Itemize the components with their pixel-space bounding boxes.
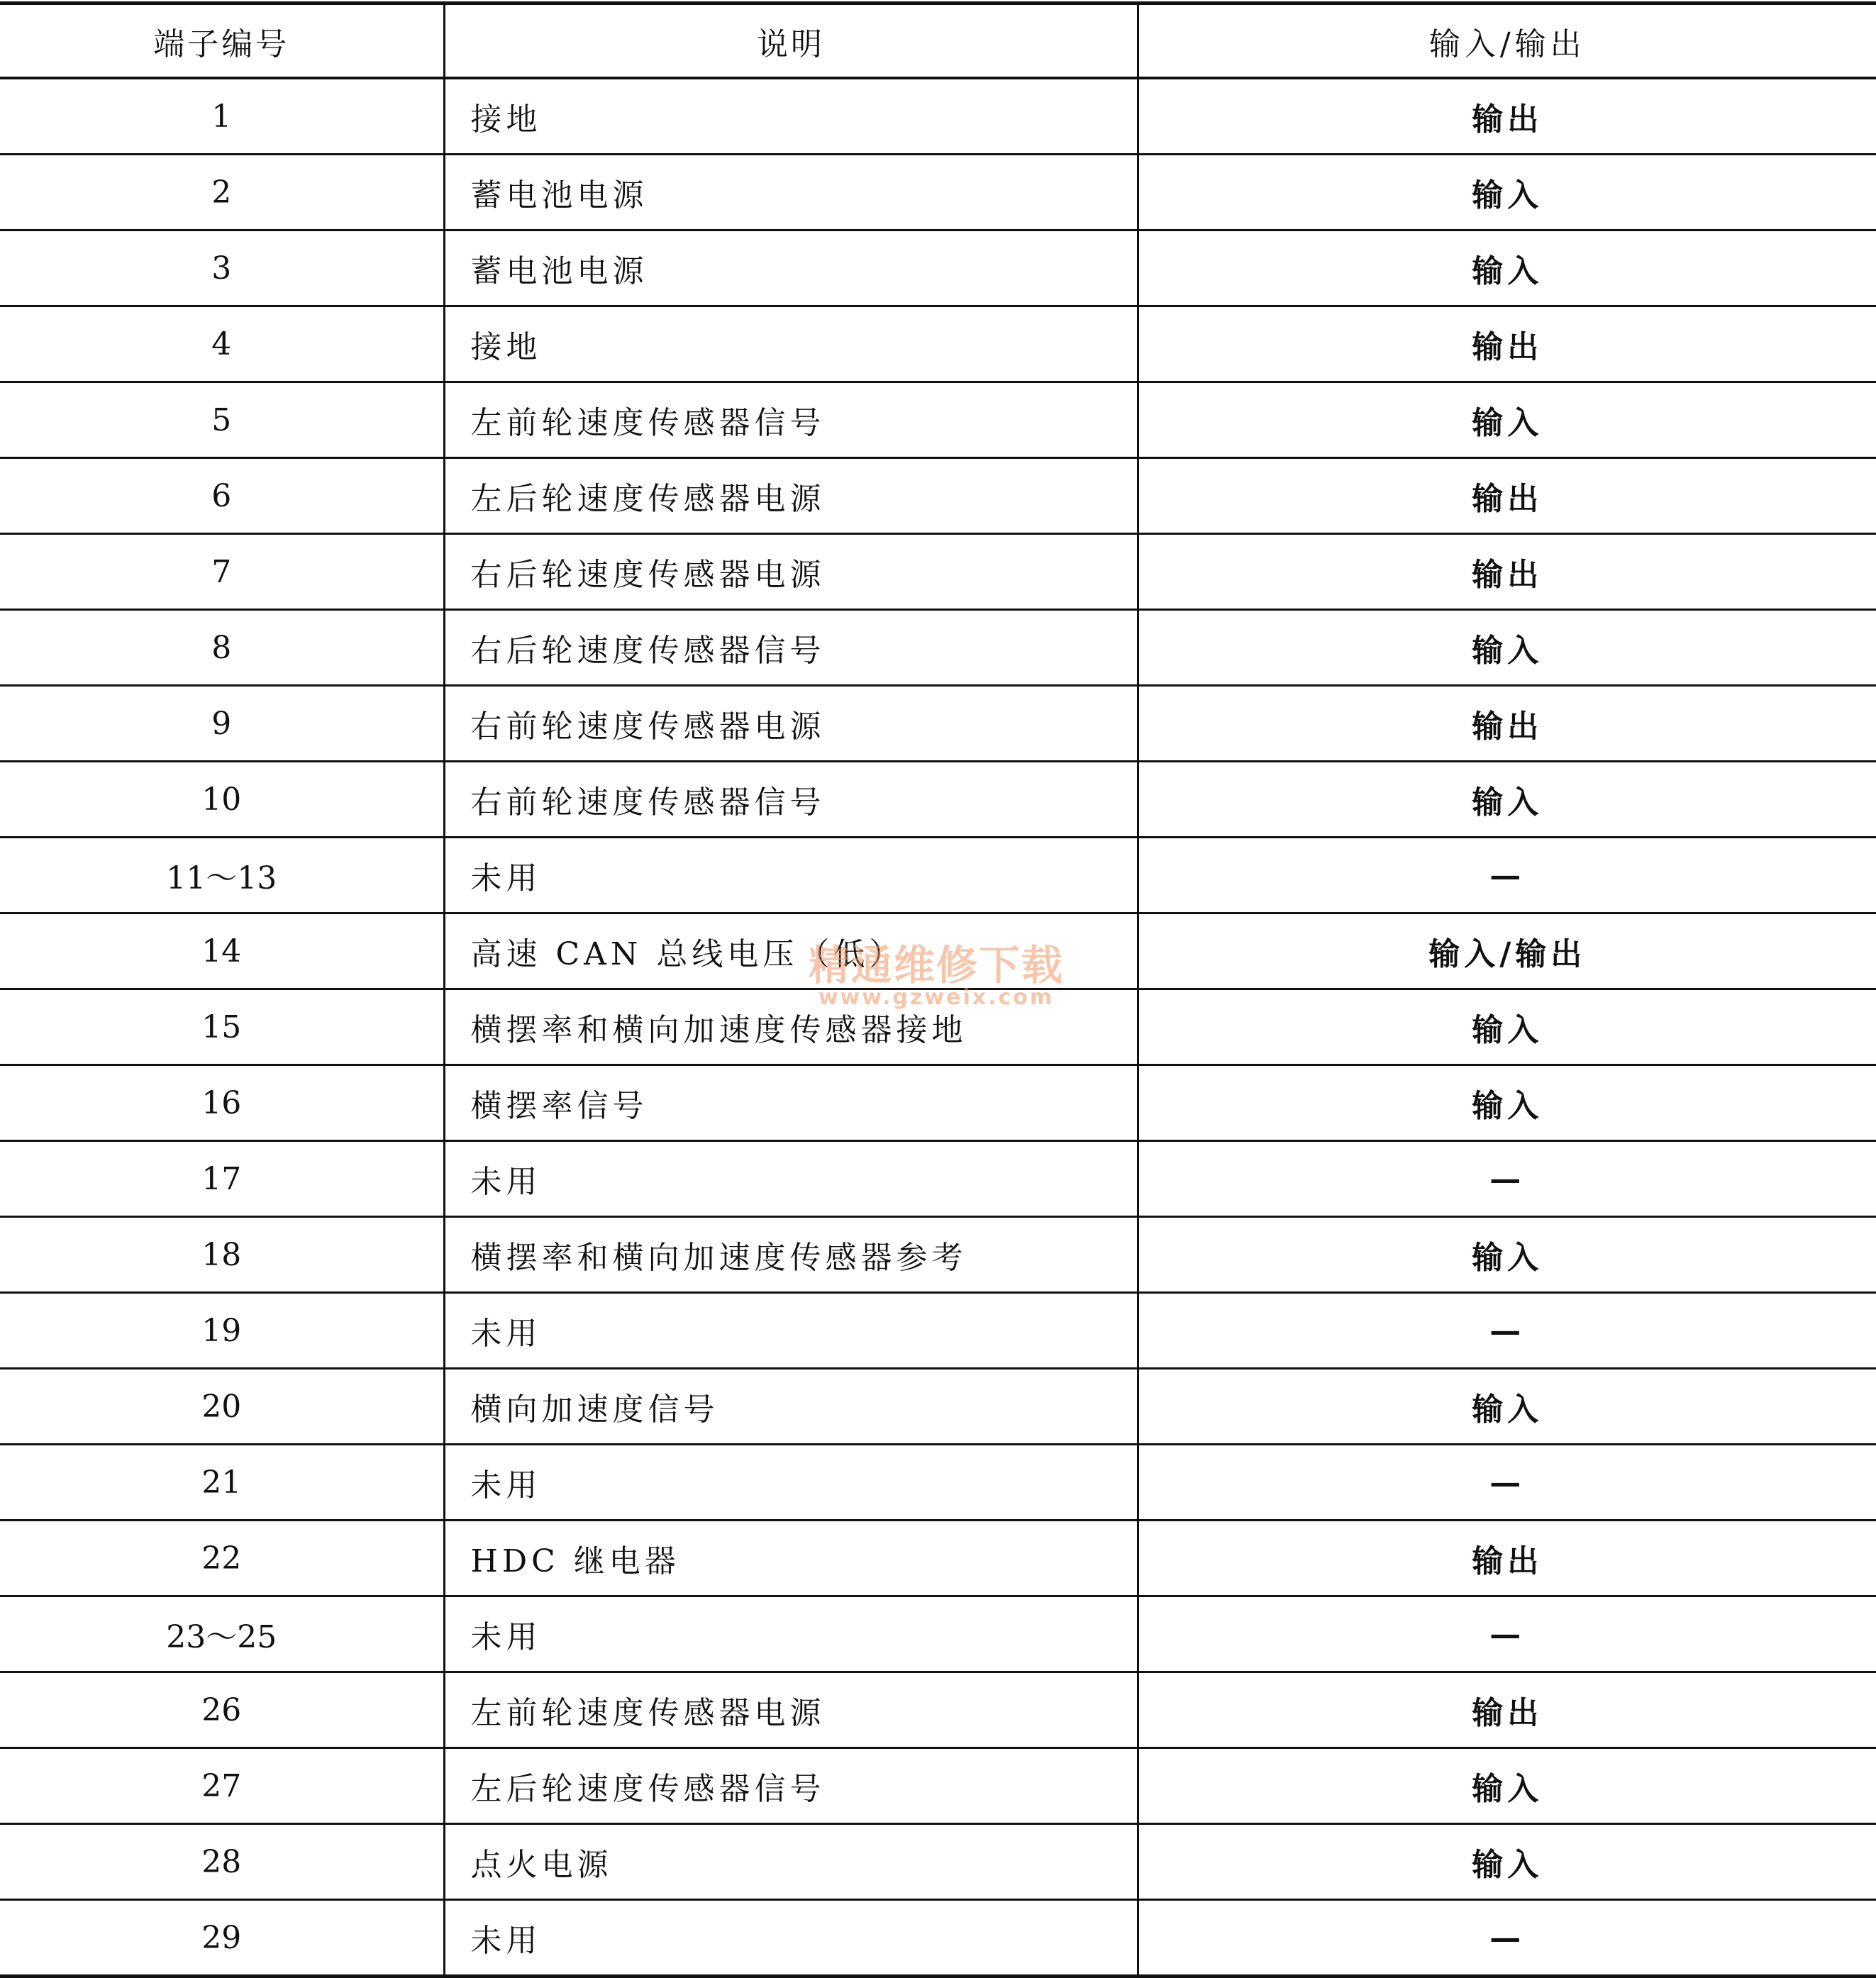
table-row xyxy=(0,230,1876,306)
table-row xyxy=(0,382,1876,458)
description-cell: 横摆率和横向加速度传感器参考 xyxy=(444,1217,1138,1293)
terminal-number-cell: 14 xyxy=(0,913,444,989)
input-output-cell: 输入 xyxy=(1138,382,1876,458)
input-output-cell: 输入 xyxy=(1138,1824,1876,1900)
terminal-number-cell: 11～13 xyxy=(0,838,444,913)
terminal-number-cell: 15 xyxy=(0,989,444,1065)
input-output-cell: — xyxy=(1138,838,1876,913)
table-row xyxy=(0,838,1876,913)
terminal-number-cell: 8 xyxy=(0,610,444,686)
table-row xyxy=(0,78,1876,155)
input-output-cell: 输入 xyxy=(1138,1217,1876,1293)
table-row xyxy=(0,1217,1876,1293)
terminal-number-cell: 17 xyxy=(0,1141,444,1217)
description-cell: 蓄电池电源 xyxy=(444,155,1138,230)
input-output-cell: 输出 xyxy=(1138,306,1876,382)
terminal-number-cell: 26 xyxy=(0,1672,444,1748)
table-row xyxy=(0,1824,1876,1900)
description-cell: 左后轮速度传感器信号 xyxy=(444,1748,1138,1824)
input-output-cell: — xyxy=(1138,1293,1876,1369)
terminal-number-cell: 2 xyxy=(0,155,444,230)
terminal-number-cell: 6 xyxy=(0,458,444,534)
description-cell: 左前轮速度传感器信号 xyxy=(444,382,1138,458)
terminal-table-container xyxy=(0,1,1876,1978)
terminal-number-cell: 27 xyxy=(0,1748,444,1824)
input-output-cell: 输入 xyxy=(1138,1065,1876,1141)
description-cell: 横摆率信号 xyxy=(444,1065,1138,1141)
input-output-cell: 输入 xyxy=(1138,1369,1876,1445)
input-output-cell: 输出 xyxy=(1138,458,1876,534)
table-row xyxy=(0,1065,1876,1141)
terminal-number-cell: 3 xyxy=(0,230,444,306)
table-header xyxy=(0,4,1876,79)
input-output-cell: — xyxy=(1138,1141,1876,1217)
input-output-cell: 输入 xyxy=(1138,989,1876,1065)
watermark-url-text: www.gzweix.com xyxy=(818,985,1055,1010)
description-cell: 未用 xyxy=(444,1445,1138,1521)
description-cell: 横摆率和横向加速度传感器接地 xyxy=(444,989,1138,1065)
table-row xyxy=(0,1293,1876,1369)
description-cell: 未用 xyxy=(444,1596,1138,1672)
description-cell: 右前轮速度传感器信号 xyxy=(444,762,1138,838)
input-output-cell: 输出 xyxy=(1138,1521,1876,1596)
terminal-number-cell: 28 xyxy=(0,1824,444,1900)
table-row xyxy=(0,458,1876,534)
input-output-cell: 输入/输出 xyxy=(1138,913,1876,989)
input-output-cell: 输出 xyxy=(1138,534,1876,610)
description-cell: 点火电源 xyxy=(444,1824,1138,1900)
table-row xyxy=(0,762,1876,838)
terminal-number-cell: 18 xyxy=(0,1217,444,1293)
table-row xyxy=(0,534,1876,610)
terminal-number-cell: 22 xyxy=(0,1521,444,1596)
header-row xyxy=(0,4,1876,79)
table-row xyxy=(0,913,1876,989)
description-cell: 接地 xyxy=(444,78,1138,155)
description-cell: 横向加速度信号 xyxy=(444,1369,1138,1445)
terminal-number-cell: 4 xyxy=(0,306,444,382)
description-cell: 左前轮速度传感器电源 xyxy=(444,1672,1138,1748)
terminal-number-cell: 10 xyxy=(0,762,444,838)
input-output-cell: 输入 xyxy=(1138,762,1876,838)
terminal-number-cell: 19 xyxy=(0,1293,444,1369)
description-cell: 未用 xyxy=(444,1141,1138,1217)
input-output-cell: 输入 xyxy=(1138,1748,1876,1824)
table-body xyxy=(0,78,1876,1977)
table-row xyxy=(0,155,1876,230)
description-cell: 右前轮速度传感器电源 xyxy=(444,686,1138,762)
description-cell: 右后轮速度传感器电源 xyxy=(444,534,1138,610)
header-terminal-number: 端子编号 xyxy=(0,4,444,79)
input-output-cell: — xyxy=(1138,1596,1876,1672)
input-output-cell: 输出 xyxy=(1138,1672,1876,1748)
header-input-output: 输入/输出 xyxy=(1138,4,1876,79)
terminal-number-cell: 21 xyxy=(0,1445,444,1521)
input-output-cell: 输出 xyxy=(1138,78,1876,155)
description-cell: 未用 xyxy=(444,838,1138,913)
header-description: 说明 xyxy=(444,4,1138,79)
table-row xyxy=(0,1369,1876,1445)
input-output-cell: — xyxy=(1138,1900,1876,1977)
table-row xyxy=(0,1748,1876,1824)
table-row xyxy=(0,306,1876,382)
input-output-cell: 输出 xyxy=(1138,686,1876,762)
input-output-cell: 输入 xyxy=(1138,155,1876,230)
description-cell: 未用 xyxy=(444,1293,1138,1369)
table-row xyxy=(0,1596,1876,1672)
input-output-cell: — xyxy=(1138,1445,1876,1521)
terminal-number-cell: 16 xyxy=(0,1065,444,1141)
terminal-number-cell: 7 xyxy=(0,534,444,610)
description-cell: 未用 xyxy=(444,1900,1138,1977)
table-row xyxy=(0,1141,1876,1217)
input-output-cell: 输入 xyxy=(1138,610,1876,686)
description-cell: 右后轮速度传感器信号 xyxy=(444,610,1138,686)
terminal-number-cell: 23～25 xyxy=(0,1596,444,1672)
terminal-number-cell: 5 xyxy=(0,382,444,458)
table-row xyxy=(0,989,1876,1065)
terminal-number-cell: 1 xyxy=(0,78,444,155)
table-row xyxy=(0,1900,1876,1977)
input-output-cell: 输入 xyxy=(1138,230,1876,306)
terminal-number-cell: 9 xyxy=(0,686,444,762)
description-cell: 高速 CAN 总线电压（低） xyxy=(444,913,1138,989)
watermark-main-text: 精通维修下载 xyxy=(809,941,1065,989)
terminal-number-cell: 29 xyxy=(0,1900,444,1977)
description-cell: HDC 继电器 xyxy=(444,1521,1138,1596)
table-row xyxy=(0,686,1876,762)
terminal-number-cell: 20 xyxy=(0,1369,444,1445)
description-cell: 接地 xyxy=(444,306,1138,382)
table-row xyxy=(0,1672,1876,1748)
table-row xyxy=(0,610,1876,686)
table-row xyxy=(0,1521,1876,1596)
terminal-table xyxy=(0,1,1876,1978)
description-cell: 蓄电池电源 xyxy=(444,230,1138,306)
table-row xyxy=(0,1445,1876,1521)
description-cell: 左后轮速度传感器电源 xyxy=(444,458,1138,534)
